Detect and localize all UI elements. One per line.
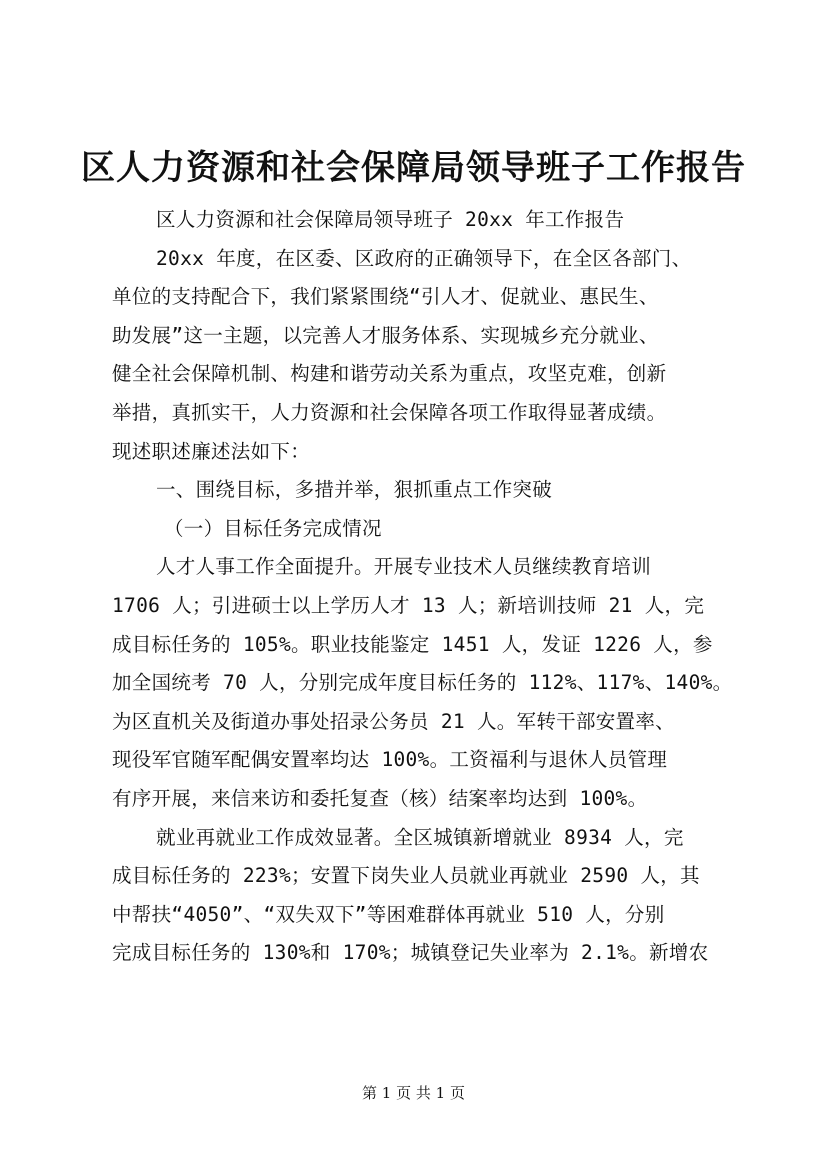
paragraph-line: 完成目标任务的 130%和 170%；城镇登记失业率为 2.1%。新增农 [112, 941, 709, 965]
document-title: 区人力资源和社会保障局领导班子工作报告 [81, 148, 746, 188]
paragraph-line: 加全国统考 70 人，分别完成年度目标任务的 112%、117%、140%。 [112, 671, 733, 695]
subtitle-line: 区人力资源和社会保障局领导班子 20xx 年工作报告 [156, 208, 625, 231]
document-body [112, 201, 752, 973]
section-heading: 一、围绕目标，多措并举，狠抓重点工作突破 [156, 478, 553, 502]
page-number-footer: 第 1 页 共 1 页 [362, 1084, 465, 1102]
paragraph-line: 人才人事工作全面提升。开展专业技术人员继续教育培训 [156, 555, 652, 579]
paragraph-line: 单位的支持配合下，我们紧紧围绕“引人才、促就业、惠民生、 [112, 285, 659, 309]
paragraph-line: 为区直机关及街道办事处招录公务员 21 人。军转干部安置率、 [112, 709, 675, 733]
paragraph-line: 现役军官随军配偶安置率均达 100%。工资福利与退休人员管理 [112, 748, 668, 772]
subsection-heading: （一）目标任务完成情况 [164, 516, 382, 540]
paragraph-line: 助发展”这一主题，以完善人才服务体系、实现城乡充分就业、 [112, 323, 659, 347]
paragraph-line: 1706 人；引进硕士以上学历人才 13 人；新培训技师 21 人，完 [112, 593, 705, 617]
paragraph-line: 中帮扶“4050”、“双失双下”等困难群体再就业 510 人，分别 [112, 902, 665, 926]
paragraph-line: 举措，真抓实干，人力资源和社会保障各项工作取得显著成绩。 [112, 400, 667, 424]
paragraph-line: 成目标任务的 223%；安置下岗失业人员就业再就业 2590 人，其 [112, 864, 700, 888]
paragraph-line: 健全社会保障机制、构建和谐劳动关系为重点，攻坚克难，创新 [112, 362, 667, 386]
paragraph-line: 成目标任务的 105%。职业技能鉴定 1451 人，发证 1226 人，参 [112, 632, 713, 656]
paragraph-line: 现述职述廉述法如下： [112, 439, 311, 463]
paragraph-line: 就业再就业工作成效显著。全区城镇新增就业 8934 人，完 [156, 825, 684, 849]
paragraph-line: 20xx 年度，在区委、区政府的正确领导下，在全区各部门、 [156, 246, 692, 270]
paragraph-line: 有序开展，来信来访和委托复查（核）结案率均达到 100%。 [112, 786, 648, 810]
